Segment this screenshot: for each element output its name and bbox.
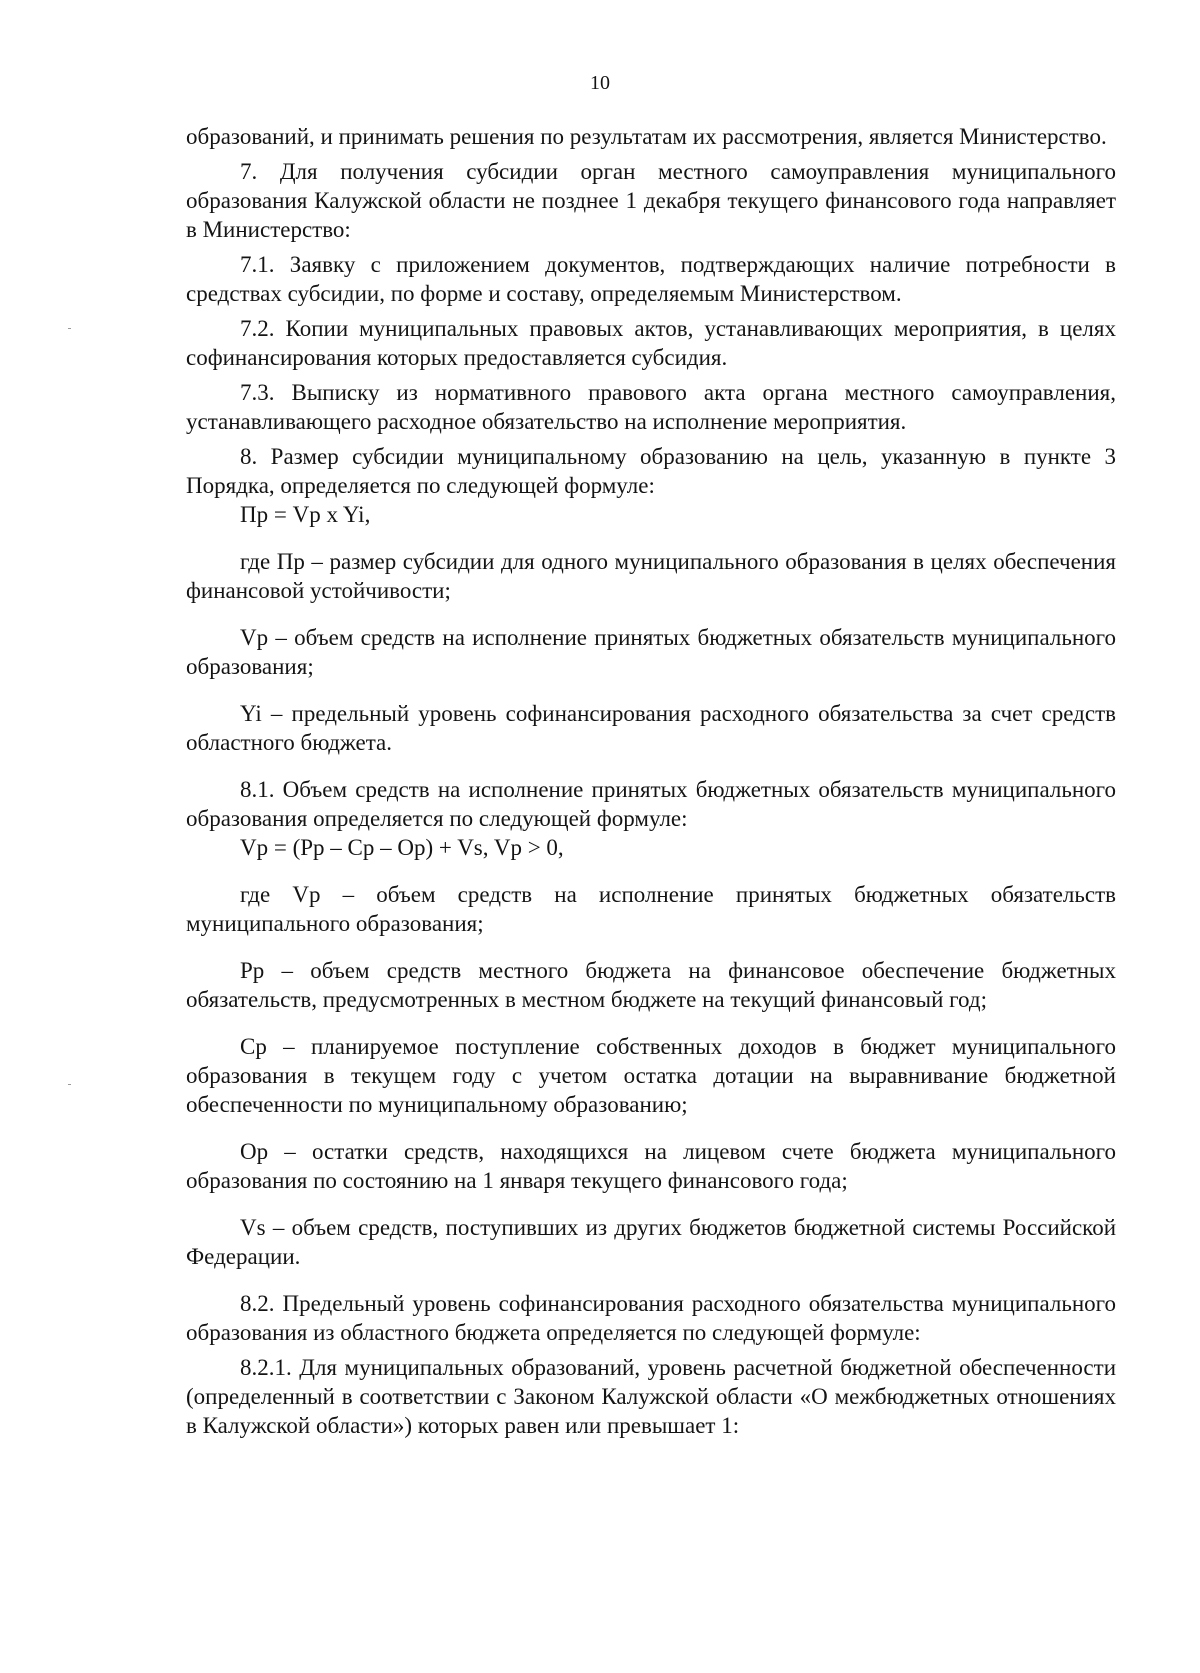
definition-vs: Vs – объем средств, поступивших из других бюджетов бюджетной системы Российской Федерации. [186, 1215, 1116, 1269]
paragraph-7-2: 7.2. Копии муниципальных правовых актов, устанавливающих мероприятия, в целях софинансирования которых предоставляется субсидия. [186, 316, 1116, 370]
paragraph-continuation: образований, и принимать решения по результатам их рассмотрения, является Министерство. [186, 124, 1107, 149]
definition-op: Op – остатки средств, находящихся на лицевом счете бюджета муниципального образования по состоянию на 1 января текущего финансового года; [186, 1139, 1116, 1193]
definition-yi: Yi – предельный уровень софинансирования расходного обязательства за счет средств областного бюджета. [186, 701, 1116, 755]
formula-subsidy: Пр = Vp x Yi, [240, 502, 371, 527]
definition-cp: Cp – планируемое поступление собственных доходов в бюджет муниципального образования в текущем году с учетом остатка дотации на выравнивание бюджетной обеспеченности по муниципальному образованию; [186, 1034, 1116, 1117]
definition-vp: Vp – объем средств на исполнение принятых бюджетных обязательств муниципального образования; [186, 625, 1116, 679]
page-number: 10 [590, 72, 610, 94]
margin-mark [68, 1084, 71, 1085]
definition-pr: где Пр – размер субсидии для одного муниципального образования в целях обеспечения финансовой устойчивости; [186, 549, 1116, 603]
margin-mark [68, 328, 71, 329]
definition-vp-2: где Vp – объем средств на исполнение принятых бюджетных обязательств муниципального образования; [186, 882, 1116, 936]
definition-pp: Pp – объем средств местного бюджета на финансовое обеспечение бюджетных обязательств, предусмотренных в местном бюджете на текущий финансовый год; [186, 958, 1116, 1012]
paragraph-8: 8. Размер субсидии муниципальному образованию на цель, указанную в пункте 3 Порядка, определяется по следующей формуле: [186, 444, 1116, 498]
paragraph-7: 7. Для получения субсидии орган местного самоуправления муниципального образования Калужской области не позднее 1 декабря текущего финансового года направляет в Министерство: [186, 159, 1116, 242]
paragraph-8-2-1: 8.2.1. Для муниципальных образований, уровень расчетной бюджетной обеспеченности (определенный в соответствии с Законом Калужской области «О межбюджетных отношениях в Калужской области») которых равен или превышает 1: [186, 1355, 1116, 1438]
paragraph-8-2: 8.2. Предельный уровень софинансирования расходного обязательства муниципального образования из областного бюджета определяется по следующей формуле: [186, 1291, 1116, 1345]
formula-volume: Vp = (Pp – Cp – Op) + Vs, Vp > 0, [240, 835, 564, 860]
document-body [186, 122, 1116, 1440]
paragraph-8-1: 8.1. Объем средств на исполнение принятых бюджетных обязательств муниципального образования определяется по следующей формуле: [186, 777, 1116, 831]
paragraph-7-1: 7.1. Заявку с приложением документов, подтверждающих наличие потребности в средствах субсидии, по форме и составу, определяемым Министерством. [186, 252, 1116, 306]
paragraph-7-3: 7.3. Выписку из нормативного правового акта органа местного самоуправления, устанавливающего расходное обязательство на исполнение мероприятия. [186, 380, 1116, 434]
